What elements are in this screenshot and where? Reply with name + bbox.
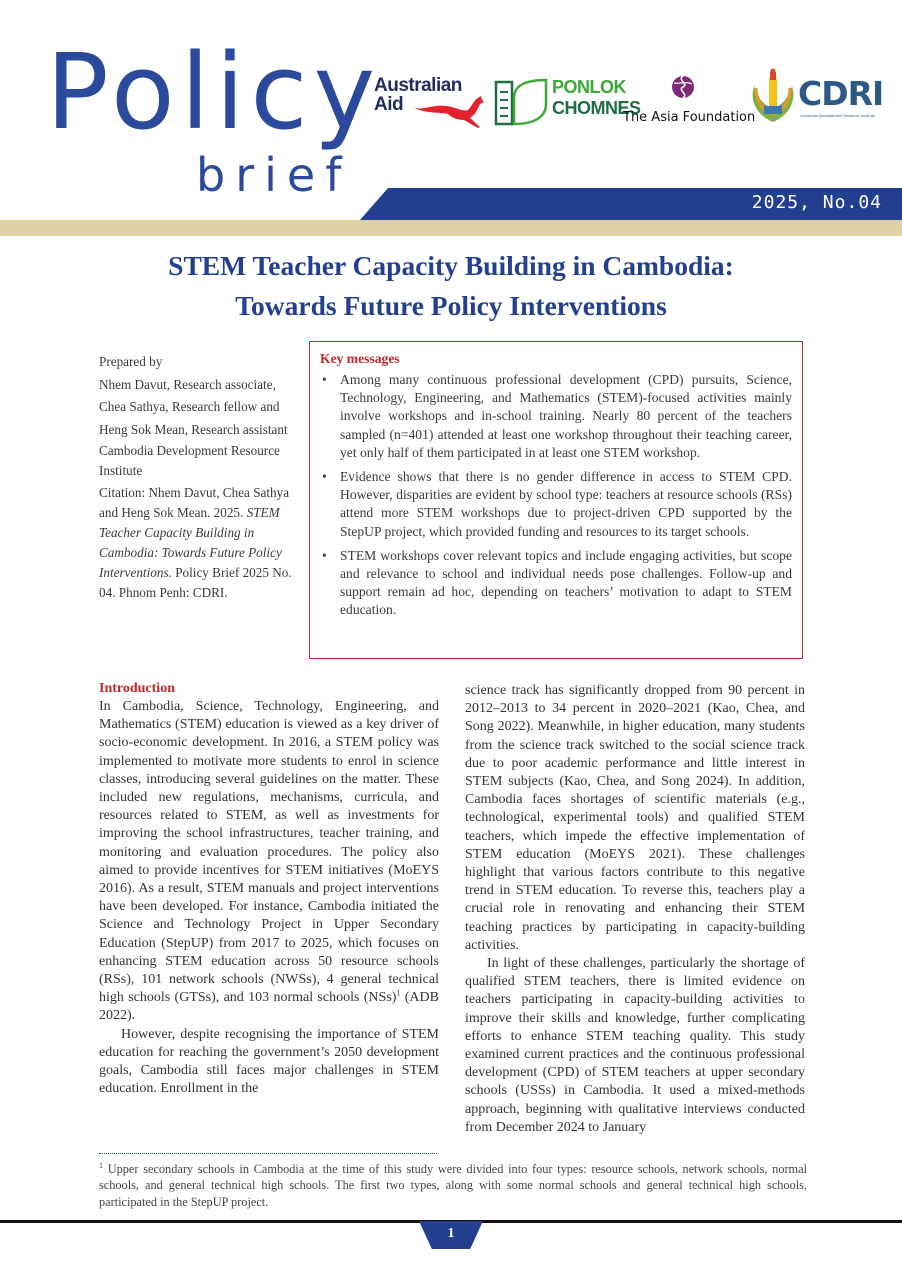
body-column-right [465,682,805,1137]
title-line-1: STEM Teacher Capacity Building in Cambodia: [168,250,734,281]
book-leaf-icon [494,76,550,128]
author-1: Nhem Davut, Research associate, [99,376,276,392]
masthead-policy-word: Policy [46,31,382,153]
intro-paragraph-1 [99,698,439,1026]
prepared-by-label: Prepared by [99,354,163,369]
bullet-icon: • [322,547,327,563]
author-2: Chea Sathya, Research fellow and [99,399,280,415]
ponlok-chomnes-logo [494,76,641,133]
asia-foundation-swirl-icon [671,74,695,100]
citation-title: STEM Teacher Capacity Building in Cambodia: Towards Future Policy Interventions. [99,505,282,581]
masthead-brief-word: brief [196,148,352,202]
intro-p1-text: In Cambodia, Science, Technology, Engineering, and Mathematics (STEM) education is viewed as a key driver of socio-economic development. In 2016, a STEM policy was implemented to motivate more students to enrol in science classes, introducing several guidelines on the matter. These included new regulations, mechanisms, curricula, and resources related to STEM, as well as investments for improving the school infrastructures, teacher training, and monitoring and evaluation procedures. The policy also aimed to provide incentives for STEM initiatives (MoEYS 2016). As a result, STEM manuals and project interventions have been developed. For instance, Cambodia initiated the Science and Technology Project in Upper Secondary Education (StepUP) from 2017 to 2025, which focuses on enhancing STEM education across 50 resource schools (RSs), 101 network schools (NWSs), 4 general technical high schools (GTSs), and 103 normal schools (NSs) [99,699,439,1006]
chomnes-word: CHOMNES [552,98,641,118]
cdri-logo [748,68,884,129]
australian-aid-line1: Australian [374,75,462,96]
key-messages-list [320,371,792,620]
author-3: Heng Sok Mean, Research assistant [99,421,288,437]
intro-paragraph-3: science track has significantly dropped from 90 percent in 2012–2013 to 34 percent in 2020–2021 (Kao, Chea, and Song 2022). Meanwhile, in higher education, many students from the science track switched to the social science track due to poor academic performance and little interest in STEM subjects (Kao, Chea, and Song 2024). In addition, Cambodia faces shortages of scientific materials (e.g., technological, experimental tools) and qualified STEM teachers, which impede the effective implementation of STEM education (MoEYS 2021). These challenges highlight that various factors contribute to this negative trend in STEM education. To reverse this, teachers play a crucial role in renovating and enhancing their STEM teaching practices by participating in capacity-building activities. [465,683,805,953]
footnote [99,1161,807,1210]
author-sidebar [99,351,304,603]
intro-paragraph-2: However, despite recognising the importance of STEM education for reaching the government’s 2050 development goals, Cambodia still faces major challenges in STEM education. Enrollment in the [99,1026,439,1097]
ponlok-word: PONLOK [552,77,627,97]
key-messages-heading: Key messages [320,351,400,366]
cdri-emblem-icon [748,68,798,124]
page-title [0,246,902,326]
key-message-text: Among many continuous professional development (CPD) pursuits, Science, Technology, Engineering, and Mathematics (STEM)-focused activities mainly involve workshops and in-school training. Nearly 80 percent of the teachers sampled (n=401) attended at least one workshop throughout their teaching career, yet only half of them participated in at least one STEM workshop. [340,372,792,460]
footnote-separator [99,1153,437,1154]
kangaroo-icon [412,94,486,130]
key-message-text: STEM workshops cover relevant topics and include engaging activities, but scope and relevance to school and individual needs pose challenges. Follow-up and support remain ad hoc, depending on teachers’ motivation to adapt to STEM education. [340,547,792,618]
bullet-icon: • [322,372,327,387]
footnote-text: Upper secondary schools in Cambodia at the time of this study were divided into four types: resource schools, network schools, normal schools, and general technical high schools. The first two types, along with some normal schools and general technical high schools, participated in the StepUP project. [99,1162,807,1209]
key-message-item [320,371,792,462]
title-line-2: Towards Future Policy Interventions [235,290,667,321]
cdri-subtitle: Cambodia Development Resource Institute [800,114,876,118]
key-message-item [320,547,792,620]
introduction-heading: Introduction [99,681,175,696]
footnote-ref[interactable]: 1 [396,988,401,998]
key-message-item [320,468,792,541]
cdri-wordmark: CDRI [798,74,884,113]
citation-suffix: Policy Brief 2025 No. 04. Phnom Penh: CDRI. [99,565,292,601]
intro-p1-citation: (ADB 2022). [99,990,439,1024]
page-number: 1 [447,1226,455,1241]
intro-paragraph-4: In light of these challenges, particularly the shortage of qualified STEM teachers, there is limited evidence on teachers participating in capacity-building activities to improve their skills and knowledge, further complicating efforts to enhance STEM teaching quality. This study examined current practices and the continuous professional development (CPD) of STEM teachers at upper secondary schools (USSs) in Cambodia. It used a mixed-methods approach, beginning with qualitative interviews conducted from December 2024 to January [465,956,805,1135]
key-message-text: Evidence shows that there is no gender difference in access to STEM CPD. However, disparities are evident by school type: teachers at resource schools (RSs) attend more STEM workshops due to project-driven CPD supported by the StepUP project, which provided funding and resources to its target schools. [340,469,792,539]
tan-divider-band [0,220,902,236]
australian-aid-logo [374,76,462,114]
australian-aid-line2: Aid [374,94,404,115]
bullet-icon: • [322,469,327,485]
footnote-marker: 1 [99,1160,103,1170]
citation-prefix: Citation: Nhem Davut, Chea Sathya and Heng Sok Mean. 2025. [99,485,290,521]
key-messages-box [309,341,803,659]
issue-number: 2025, No.04 [751,192,882,213]
institute-name: Cambodia Development Resource Institute [99,443,280,478]
citation [99,483,304,603]
asia-foundation-name: The Asia Foundation [623,110,756,125]
body-column-left [99,680,439,1098]
